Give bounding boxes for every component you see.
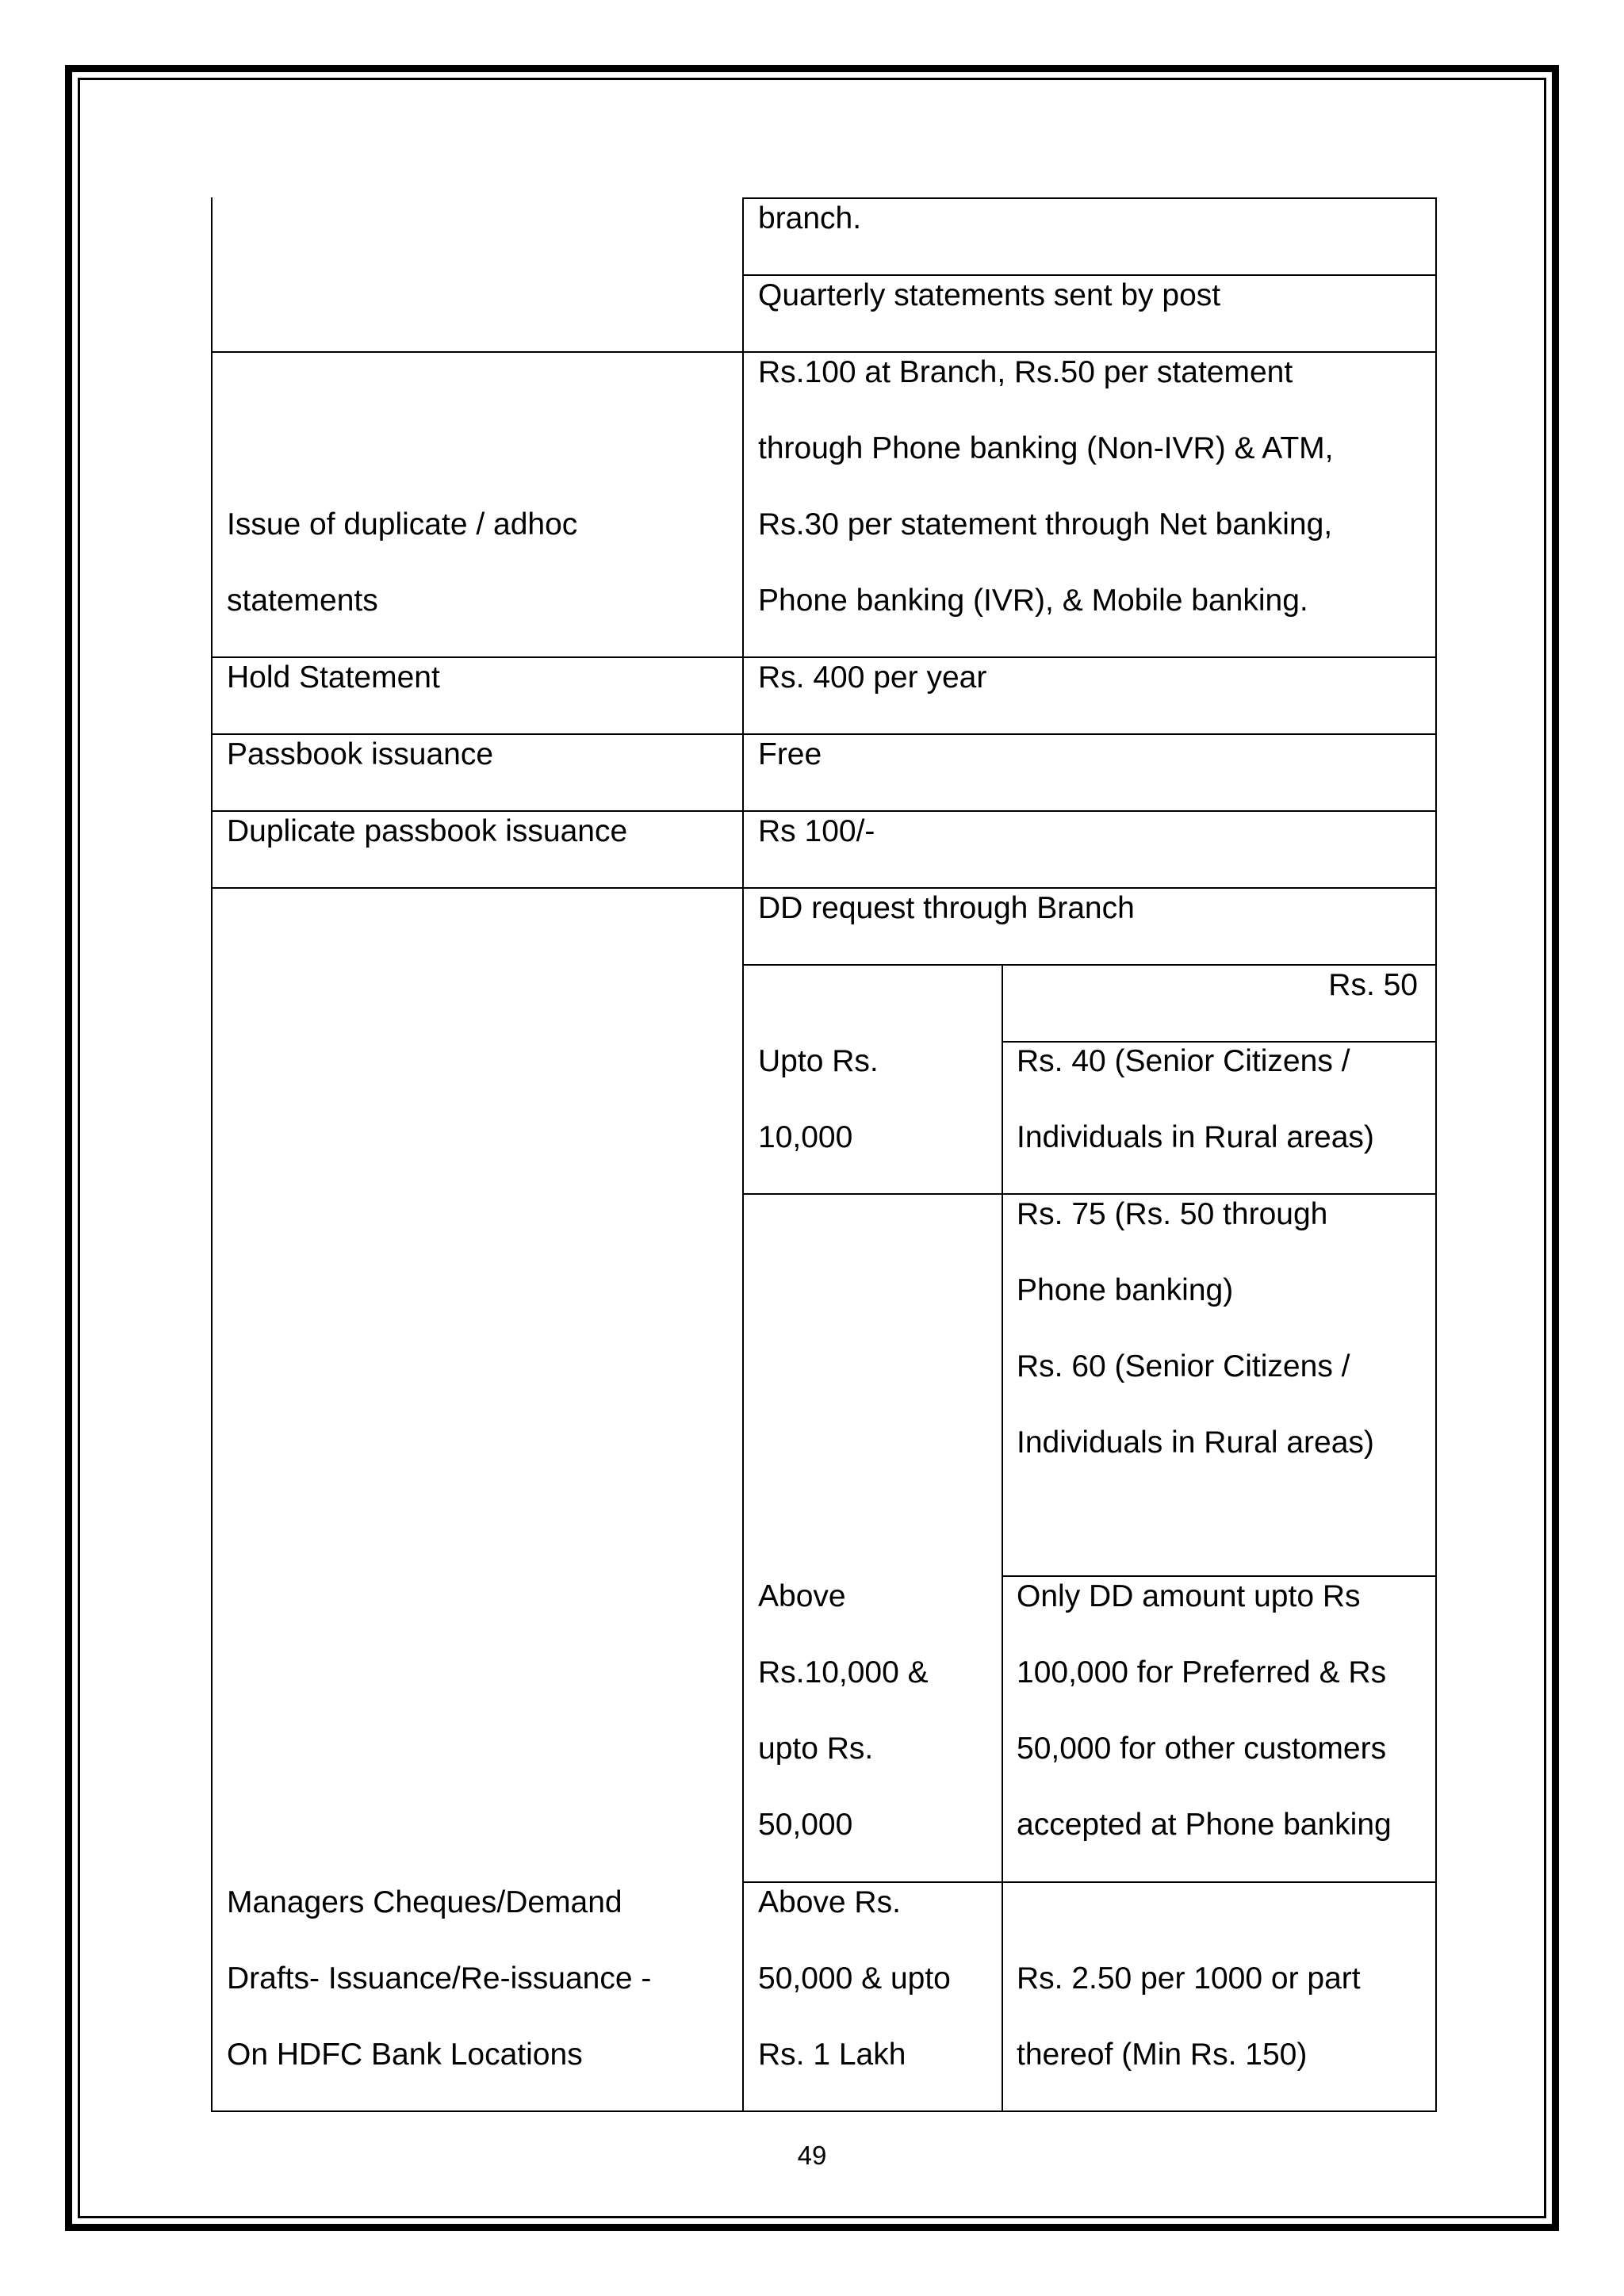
row-label-managers-cheques: Managers Cheques/Demand Drafts- Issuance/Re-issuance - On HDFC Bank Locations <box>227 1885 652 2072</box>
dd-rate-above-10000: Rs. 75 (Rs. 50 through Phone banking) Rs. 60 (Senior Citizens / Individuals in Rural areas) <box>1017 1197 1374 1460</box>
dd-rate-upto-10000: Rs. 50 <box>1328 968 1418 1002</box>
table-line <box>742 197 744 2112</box>
row-label-duplicate-statements: Issue of duplicate / adhoc statements <box>227 507 578 618</box>
dd-header: DD request through Branch <box>758 891 1135 925</box>
statement-detail: branch. <box>758 201 862 235</box>
row-value-duplicate-statements: Rs.100 at Branch, Rs.50 per statement through Phone banking (Non-IVR) & ATM, Rs.30 per statement through Net banking, Phone banking (IVR), & Mobile banking. <box>758 355 1334 618</box>
table-line <box>211 197 213 2112</box>
row-label-passbook: Passbook issuance <box>227 737 494 771</box>
table-line <box>1002 964 1003 2112</box>
statement-detail: Quarterly statements sent by post <box>758 278 1221 312</box>
table-line <box>211 2110 1437 2112</box>
dd-rate-above-50000: Rs. 2.50 per 1000 or part thereof (Min Rs. 150) <box>1017 1961 1361 2072</box>
dd-slab-above-50000: Above Rs. 50,000 & upto Rs. 1 Lakh <box>758 1885 951 2072</box>
row-label-duplicate-passbook: Duplicate passbook issuance <box>227 814 628 848</box>
table-line <box>1435 197 1437 2112</box>
page-number: 49 <box>797 2141 827 2170</box>
dd-slab-upto-10000: Upto Rs. 10,000 <box>758 1044 879 1154</box>
row-value-passbook: Free <box>758 737 822 771</box>
dd-slab-above-10000: Above Rs.10,000 & upto Rs. 50,000 <box>758 1579 929 1842</box>
dd-rate-upto-10000-senior: Rs. 40 (Senior Citizens / Individuals in Rural areas) <box>1017 1044 1374 1154</box>
row-value-hold-statement: Rs. 400 per year <box>758 660 987 695</box>
row-value-duplicate-passbook: Rs 100/- <box>758 814 875 848</box>
dd-phone-banking-note: Only DD amount upto Rs 100,000 for Preferred & Rs 50,000 for other customers accepted at Phone banking <box>1017 1579 1392 1842</box>
row-label-hold-statement: Hold Statement <box>227 660 440 695</box>
